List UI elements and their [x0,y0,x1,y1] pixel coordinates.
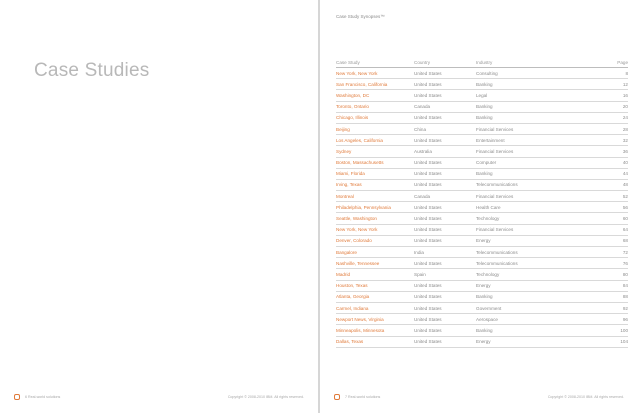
country-cell: United States [414,235,476,246]
case-study-cell[interactable]: Sydney [336,146,414,157]
industry-cell: Health Care [476,202,578,213]
case-study-cell[interactable]: Philadelphia, Pennsylvania [336,202,414,213]
country-cell: United States [414,213,476,224]
industry-cell: Banking [476,168,578,179]
country-cell: United States [414,68,476,79]
industry-cell: Banking [476,291,578,302]
page-number-cell: 16 [578,90,628,101]
industry-cell: Telecommunications [476,247,578,258]
country-cell: China [414,123,476,134]
left-footer-page-label: 6 Real-world solutions [25,395,61,399]
table-row [336,157,628,168]
page-number-cell: 96 [578,314,628,325]
section-title: Case Studies [34,60,150,81]
case-study-cell[interactable]: Miami, Florida [336,168,414,179]
page-number-cell: 88 [578,291,628,302]
page-number-cell: 24 [578,112,628,123]
case-study-cell[interactable]: Bangalore [336,247,414,258]
page-number-cell: 40 [578,157,628,168]
page-number-cell: 104 [578,336,628,347]
column-header-country: Country [414,57,476,68]
case-study-cell[interactable]: Carmel, Indiana [336,302,414,313]
table-row [336,68,628,79]
country-cell: United States [414,291,476,302]
case-study-cell[interactable]: Los Angeles, California [336,135,414,146]
page-number-cell: 8 [578,68,628,79]
left-footer [0,393,318,403]
table-row [336,258,628,269]
case-study-cell[interactable]: Chicago, Illinois [336,112,414,123]
case-study-cell[interactable]: Madrid [336,269,414,280]
country-cell: United States [414,90,476,101]
logo-icon [14,394,20,400]
page-number-cell: 68 [578,235,628,246]
page-number-cell: 72 [578,247,628,258]
country-cell: India [414,247,476,258]
case-study-cell[interactable]: Nashville, Tennessee [336,258,414,269]
country-cell: Spain [414,269,476,280]
table-row [336,191,628,202]
case-study-cell[interactable]: Beijing [336,123,414,134]
industry-cell: Entertainment [476,135,578,146]
table-row [336,123,628,134]
industry-cell: Telecommunications [476,258,578,269]
page-number-cell: 100 [578,325,628,336]
page-number-cell: 48 [578,179,628,190]
industry-cell: Banking [476,325,578,336]
industry-cell: Financial Services [476,123,578,134]
table-row [336,336,628,347]
column-header-industry: Industry [476,57,578,68]
case-study-cell[interactable]: Newport News, Virginia [336,314,414,325]
country-cell: United States [414,135,476,146]
industry-cell: Financial Services [476,191,578,202]
page-number-cell: 76 [578,258,628,269]
left-page [0,0,318,413]
table-row [336,247,628,258]
case-study-cell[interactable]: Dallas, Texas [336,336,414,347]
case-study-cell[interactable]: Atlanta, Georgia [336,291,414,302]
country-cell: Australia [414,146,476,157]
table-row [336,291,628,302]
right-footer-copyright: Copyright © 2008-2010 IBM. All rights reserved. [547,395,624,399]
case-study-cell[interactable]: Irving, Texas [336,179,414,190]
country-cell: Canada [414,191,476,202]
industry-cell: Energy [476,280,578,291]
table-row [336,280,628,291]
table-row [336,90,628,101]
industry-cell: Energy [476,235,578,246]
case-study-cell[interactable]: Montreal [336,191,414,202]
country-cell: United States [414,202,476,213]
right-footer [320,393,638,403]
country-cell: United States [414,280,476,291]
right-footer-page-label: 7 Real-world solutions [345,395,381,399]
table-row [336,302,628,313]
table-row [336,325,628,336]
table-header-row [336,57,628,68]
country-cell: United States [414,325,476,336]
case-study-cell[interactable]: Washington, DC [336,90,414,101]
page-number-cell: 92 [578,302,628,313]
industry-cell: Financial Services [476,224,578,235]
industry-cell: Technology [476,213,578,224]
industry-cell: Financial Services [476,146,578,157]
country-cell: Canada [414,101,476,112]
page-number-cell: 52 [578,191,628,202]
left-footer-copyright: Copyright © 2008-2010 IBM. All rights reserved. [227,395,304,399]
table-row [336,79,628,90]
country-cell: United States [414,302,476,313]
industry-cell: Banking [476,101,578,112]
case-study-cell[interactable]: Toronto, Ontario [336,101,414,112]
table-row [336,168,628,179]
case-study-cell[interactable]: Denver, Colorado [336,235,414,246]
table-row [336,135,628,146]
page-number-cell: 20 [578,101,628,112]
table-row [336,112,628,123]
case-study-cell[interactable]: New York, New York [336,68,414,79]
country-cell: United States [414,79,476,90]
industry-cell: Banking [476,112,578,123]
page-number-cell: 80 [578,269,628,280]
column-header-case-study: Case Study [336,57,414,68]
table-row [336,224,628,235]
industry-cell: Telecommunications [476,179,578,190]
column-header-page: Page [578,57,628,68]
industry-cell: Computer [476,157,578,168]
page-number-cell: 32 [578,135,628,146]
country-cell: United States [414,336,476,347]
table-row [336,101,628,112]
table-row [336,314,628,325]
case-study-cell[interactable]: Boston, Massachusetts [336,157,414,168]
country-cell: United States [414,314,476,325]
page-number-cell: 60 [578,213,628,224]
table-row [336,202,628,213]
case-study-table [336,57,628,348]
case-study-cell[interactable]: Houston, Texas [336,280,414,291]
table-row [336,146,628,157]
page-number-cell: 12 [578,79,628,90]
industry-cell: Legal [476,90,578,101]
country-cell: United States [414,112,476,123]
table-body [336,68,628,348]
case-study-cell[interactable]: San Francisco, California [336,79,414,90]
industry-cell: Consulting [476,68,578,79]
logo-icon [334,394,340,400]
country-cell: United States [414,224,476,235]
page-number-cell: 64 [578,224,628,235]
industry-cell: Aerospace [476,314,578,325]
country-cell: United States [414,179,476,190]
industry-cell: Government [476,302,578,313]
table-row [336,179,628,190]
page-number-cell: 28 [578,123,628,134]
page-number-cell: 36 [578,146,628,157]
right-page [320,0,638,413]
country-cell: United States [414,258,476,269]
case-study-cell[interactable]: New York, New York [336,224,414,235]
table-row [336,269,628,280]
industry-cell: Banking [476,79,578,90]
case-study-cell[interactable]: Minneapolis, Minnesota [336,325,414,336]
case-study-cell[interactable]: Seattle, Washington [336,213,414,224]
page-number-cell: 84 [578,280,628,291]
table-row [336,235,628,246]
page-number-cell: 56 [578,202,628,213]
page-header: Case Study Synopses™ [336,14,385,19]
industry-cell: Technology [476,269,578,280]
industry-cell: Energy [476,336,578,347]
country-cell: United States [414,168,476,179]
country-cell: United States [414,157,476,168]
table-row [336,213,628,224]
page-number-cell: 44 [578,168,628,179]
